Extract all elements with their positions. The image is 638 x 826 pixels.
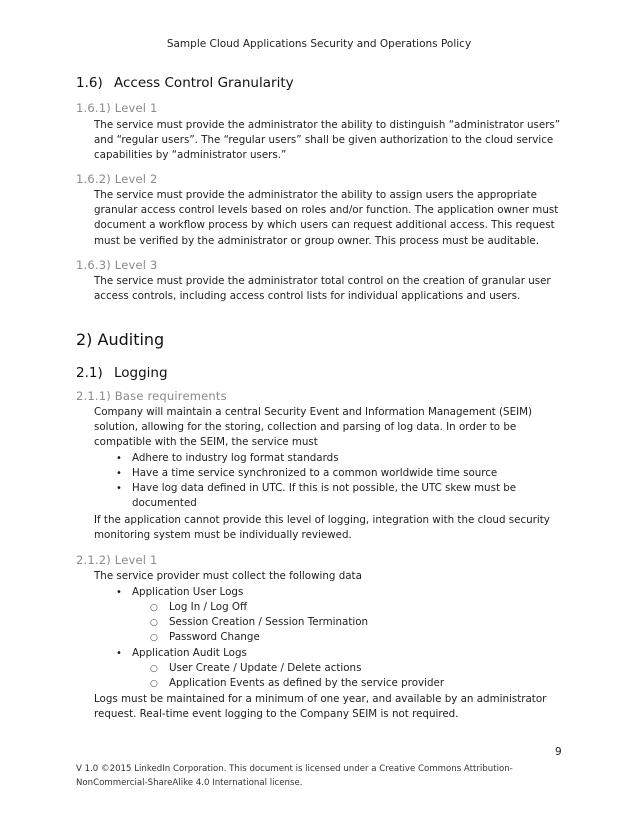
bullet-item: Have log data defined in UTC. If this is not possible, the UTC skew must be — [132, 482, 517, 494]
section-1-6-number: 1.6) — [76, 75, 103, 91]
sub-bullet-icon: ○ — [150, 679, 158, 689]
bullet-item-continuation: documented — [132, 497, 197, 509]
body-line: If the application cannot provide this level of logging, integration with the cloud security — [94, 514, 550, 526]
section-2-1-title: Logging — [114, 365, 168, 381]
sub-bullet-item: Session Creation / Session Termination — [169, 616, 369, 628]
bullet-icon: • — [116, 648, 122, 659]
body-line: Logs must be maintained for a minimum of one year, and available by an administrator — [94, 693, 547, 705]
body-line: compatible with the SEIM, the service must — [94, 436, 318, 449]
page-number: 9 — [555, 746, 562, 758]
section-2-1-2-after — [94, 692, 549, 722]
sub-bullet-item: Password Change — [169, 631, 260, 643]
section-1-6-1-heading: 1.6.1) Level 1 — [76, 101, 158, 115]
bullet-icon: • — [116, 483, 122, 494]
body-line: The service must provide the administrator the ability to distinguish “administrator users” — [94, 119, 561, 131]
section-2-1-number: 2.1) — [76, 365, 103, 381]
body-line: monitoring system must be individually reviewed. — [94, 529, 352, 542]
section-1-6-3-heading: 1.6.3) Level 3 — [76, 258, 158, 272]
sub-bullet-icon: ○ — [150, 633, 158, 643]
footer-license-line-1: V 1.0 ©2015 LinkedIn Corporation. This document is licensed under a Creative Commons Attribution- — [76, 764, 513, 774]
section-1-6-3-body — [94, 274, 549, 304]
body-line: document a workflow process by which users can request additional access. This request — [94, 219, 555, 232]
body-line: Company will maintain a central Security Event and Information Management (SEIM) — [94, 406, 533, 418]
sub-bullet-icon: ○ — [150, 618, 158, 628]
body-line: The service must provide the administrator total control on the creation of granular user — [94, 275, 551, 287]
page-header: Sample Cloud Applications Security and Operations Policy — [166, 38, 472, 50]
sub-bullet-icon: ○ — [150, 664, 158, 674]
section-1-6-2-body — [94, 188, 559, 249]
section-2-1-1-heading: 2.1.1) Base requirements — [76, 389, 227, 403]
body-line: and “regular users”. The “regular users” shall be given authorization to the cloud service — [94, 134, 554, 147]
section-2-1-2-heading: 2.1.2) Level 1 — [76, 553, 158, 567]
bullet-icon: • — [116, 453, 122, 464]
body-line: must be verified by the administrator or group owner. This process must be auditable. — [94, 234, 540, 247]
section-1-6-2-heading: 1.6.2) Level 2 — [76, 172, 158, 186]
section-1-6-1-body — [94, 118, 561, 164]
footer-license-line-2: NonCommercial-ShareAlike 4.0 International license. — [76, 778, 303, 788]
sub-bullet-icon: ○ — [150, 603, 158, 613]
body-line: access controls, including access control lists for individual applications and users. — [94, 290, 521, 303]
section-2-1-1-after — [94, 513, 549, 543]
bullet-icon: • — [116, 468, 122, 479]
bullet-item: Have a time service synchronized to a common worldwide time source — [132, 467, 498, 479]
section-2-1-1-body — [94, 405, 549, 451]
body-line: granular access control levels based on roles and/or function. The application owner must — [94, 204, 559, 217]
body-line: solution, allowing for the storing, collection and parsing of log data. In order to be — [94, 421, 517, 434]
bullet-item: Application User Logs — [132, 586, 244, 598]
sub-bullet-item: User Create / Update / Delete actions — [169, 662, 362, 674]
section-2-1-2-intro: The service provider must collect the following data — [94, 570, 362, 582]
section-2-title: 2) Auditing — [76, 330, 165, 349]
bullet-item: Application Audit Logs — [132, 647, 247, 659]
body-line: The service must provide the administrator the ability to assign users the appropriate — [94, 189, 537, 201]
section-1-6-title: Access Control Granularity — [114, 75, 294, 91]
bullet-item: Adhere to industry log format standards — [132, 452, 339, 464]
sub-bullet-item: Log In / Log Off — [169, 601, 248, 613]
bullet-icon: • — [116, 587, 122, 598]
sub-bullet-item: Application Events as defined by the service provider — [169, 677, 445, 689]
body-line: capabilities by “administrator users.” — [94, 149, 287, 162]
body-line: request. Real-time event logging to the Company SEIM is not required. — [94, 708, 459, 721]
